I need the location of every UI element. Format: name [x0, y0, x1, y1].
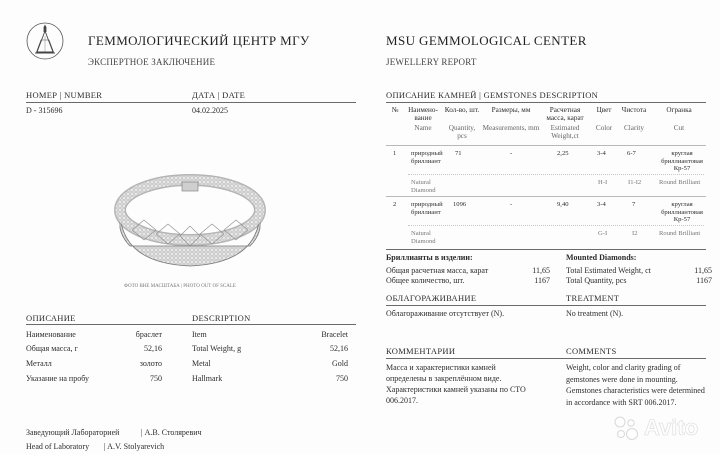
avito-logo-icon — [612, 414, 640, 442]
desc-en-value: 52,16 — [330, 344, 348, 353]
row2-color-ru: 3-4 — [597, 201, 606, 208]
mounted-ru-heading: Бриллианты в изделии: — [386, 253, 473, 262]
msu-logo — [26, 22, 64, 60]
desc-ru-value: 750 — [150, 374, 162, 383]
desc-en-value: Gold — [332, 359, 348, 368]
date-value: 04.02.2025 — [192, 106, 228, 115]
treatment-en-text: No treatment (N). — [566, 309, 624, 318]
avito-watermark — [612, 414, 698, 444]
treatment-ru-heading: ОБЛАГОРАЖИВАНИЕ — [386, 293, 477, 303]
row1-clarity-ru: 6-7 — [627, 150, 636, 157]
col-qty-header-en: Quantity, pcs — [448, 124, 476, 140]
desc-en-label: Total Weight, g — [192, 344, 242, 353]
row1-clarity-en: I1-I2 — [628, 179, 642, 186]
col-clarity-header-en: Clarity — [624, 124, 644, 132]
desc-ru-value: золото — [139, 359, 162, 368]
mounted-ru-qty: 1167 — [534, 276, 550, 285]
row2-name-ru: природный бриллиант — [411, 201, 443, 216]
row2-name-en: Natural Diamond — [411, 230, 436, 245]
lab-name-en: MSU GEMMOLOGICAL CENTER — [386, 33, 587, 48]
head-ru-title: Заведующий Лабораторией — [26, 428, 120, 437]
row1-qty: 71 — [455, 150, 462, 157]
mounted-en-qty-label: Total Quantity, pcs — [566, 276, 627, 285]
row2-meas: - — [510, 201, 513, 208]
mounted-en-weight: 11,65 — [694, 266, 712, 275]
desc-ru-label: Наименование — [26, 330, 76, 339]
comments-ru-text: Масса и характеристики камней определены в закреплённом виде. Характеристики камней указаны по СТО 006.2017. — [386, 363, 526, 406]
desc-en-heading: DESCRIPTION — [192, 313, 251, 323]
desc-en-label: Hallmark — [192, 374, 223, 383]
desc-en-label: Item — [192, 330, 207, 339]
mounted-ru-weight-label: Общая расчетная масса, карат — [386, 266, 489, 275]
head-en-title: Head of Laboratory — [26, 442, 90, 451]
col-cut-header-en: Cut — [673, 124, 685, 132]
mounted-en-qty: 1167 — [696, 276, 712, 285]
desc-en-label: Metal — [192, 359, 211, 368]
desc-ru-label: Общая масса, г — [26, 344, 78, 353]
row2-cut-en: Round Brilliant — [659, 230, 701, 237]
avito-watermark-text: Avito — [644, 415, 699, 440]
mounted-ru-qty-label: Общее количество, шт. — [386, 276, 465, 285]
row2-clarity-en: I2 — [632, 230, 638, 237]
mounted-en-heading: Mounted Diamonds: — [566, 253, 637, 262]
number-label: НОМЕР | NUMBER — [26, 90, 103, 100]
col-color-header: Цвет — [596, 106, 612, 114]
row2-clarity-ru: 7 — [632, 201, 636, 208]
gemstones-heading: ОПИСАНИЕ КАМНЕЙ | GEMSTONES DESCRIPTION — [386, 90, 599, 100]
row2-cut-ru: круглая бриллиантовая Кр-57 — [661, 201, 703, 224]
date-label: ДАТА | DATE — [192, 90, 246, 100]
desc-ru-label: Указание на пробу — [26, 374, 89, 383]
desc-ru-value: браслет — [135, 330, 162, 339]
photo-caption: ФОТО ВНЕ МАСШТАБА | PHOTO OUT OF SCALE — [124, 284, 236, 289]
report-type-ru: ЭКСПЕРТНОЕ ЗАКЛЮЧЕНИЕ — [88, 57, 216, 67]
row1-num: 1 — [393, 150, 397, 157]
row1-color-ru: 3-4 — [597, 150, 606, 157]
col-weight-header: Расчетная масса, карат — [546, 106, 584, 122]
col-cut-header: Огранка — [666, 106, 692, 114]
mounted-ru-weight: 11,65 — [532, 266, 550, 275]
mounted-en-weight-label: Total Estimated Weight, ct — [566, 266, 651, 275]
treatment-ru-text: Облагораживание отсутствует (N). — [386, 309, 505, 318]
head-ru-name: | А.В. Столяревич — [141, 428, 202, 437]
col-meas-header-en: Measurements, mm — [482, 124, 540, 132]
row1-cut-en: Round Brilliant — [659, 179, 701, 186]
desc-ru-heading: ОПИСАНИЕ — [26, 313, 76, 323]
row1-name-ru: природный бриллиант — [411, 150, 443, 165]
row2-weight: 9,40 — [557, 201, 569, 208]
treatment-en-heading: TREATMENT — [566, 293, 620, 303]
lab-name-ru: ГЕММОЛОГИЧЕСКИЙ ЦЕНТР МГУ — [88, 33, 310, 48]
desc-en-value: Bracelet — [321, 330, 348, 339]
row2-num: 2 — [393, 201, 397, 208]
head-en-name: | A.V. Stolyarevich — [104, 442, 165, 451]
number-value: D - 315696 — [26, 106, 63, 115]
row1-cut-ru: круглая бриллиантовая Кр-57 — [661, 150, 703, 173]
msu-building-icon — [26, 22, 64, 60]
comments-en-text: Weight, color and clarity grading of gemstones were done in mounting. Gemstones characteristics were determined in accordance with SRT 006.2017. — [566, 363, 705, 407]
row1-color-en: H-I — [598, 179, 608, 186]
col-name-header-en: Name — [414, 124, 432, 132]
col-meas-header: Размеры, мм — [491, 106, 531, 114]
col-num-header: № — [391, 106, 399, 114]
desc-en-value: 750 — [336, 374, 348, 383]
desc-ru-label: Металл — [26, 359, 52, 368]
col-color-header-en: Color — [595, 124, 613, 132]
col-weight-header-en: Estimated Weight,ct — [550, 124, 580, 140]
desc-ru-value: 52,16 — [144, 344, 162, 353]
row1-weight: 2,25 — [557, 150, 569, 157]
row2-qty: 1096 — [453, 201, 467, 208]
bracelet-photo — [110, 168, 270, 273]
row1-name-en: Natural Diamond — [411, 179, 436, 194]
row2-color-en: G-I — [598, 230, 608, 237]
col-qty-header: Кол-во, шт. — [444, 106, 480, 114]
comments-en-heading: COMMENTS — [566, 346, 617, 356]
row1-meas: - — [510, 150, 513, 157]
comments-ru-heading: КОММЕНТАРИИ — [386, 346, 456, 356]
col-clarity-header: Чистота — [621, 106, 647, 114]
col-name-header: Наимено-вание — [408, 106, 438, 122]
report-type-en: JEWELLERY REPORT — [386, 57, 477, 67]
